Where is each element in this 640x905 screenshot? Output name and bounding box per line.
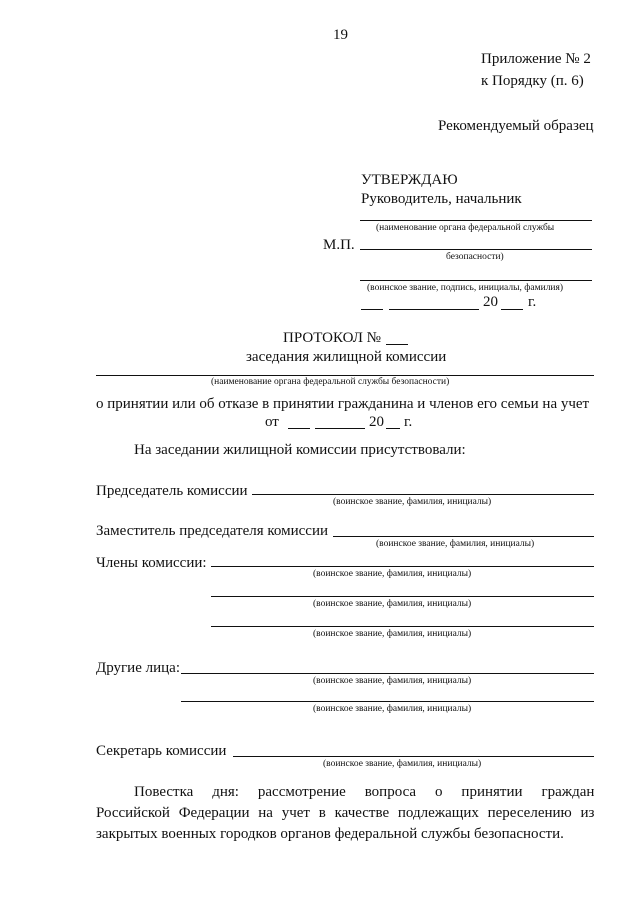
appendix-line-1: Приложение № 2 bbox=[481, 51, 591, 67]
protocol-subject: о принятии или об отказе в принятии гражданина и членов его семьи на учет bbox=[96, 396, 590, 412]
present-heading: На заседании жилищной комиссии присутствовали: bbox=[134, 442, 466, 458]
other-caption-1: (воинское звание, фамилия, инициалы) bbox=[313, 676, 472, 686]
other-line-2 bbox=[181, 701, 594, 702]
protocol-day-line bbox=[288, 428, 310, 429]
approve-year-line bbox=[501, 309, 523, 310]
member-line-2 bbox=[211, 596, 594, 597]
approve-day-line bbox=[361, 309, 383, 310]
protocol-title: ПРОТОКОЛ № bbox=[283, 330, 381, 346]
approve-year-prefix: 20 bbox=[483, 294, 498, 310]
approve-subtitle: Руководитель, начальник bbox=[361, 191, 522, 207]
member-line-3 bbox=[211, 626, 594, 627]
protocol-month-line bbox=[315, 428, 365, 429]
appendix-line-2: к Порядку (п. 6) bbox=[481, 73, 584, 89]
page-number: 19 bbox=[333, 27, 348, 43]
member-caption-1: (воинское звание, фамилия, инициалы) bbox=[313, 569, 472, 579]
agenda-paragraph bbox=[96, 782, 594, 845]
org-caption-2: безопасности) bbox=[446, 252, 504, 262]
other-caption-2: (воинское звание, фамилия, инициалы) bbox=[313, 704, 472, 714]
recommended-sample: Рекомендуемый образец bbox=[438, 118, 594, 134]
chairman-label: Председатель комиссии bbox=[96, 483, 248, 499]
protocol-date-from: от bbox=[265, 414, 279, 430]
org-caption-1: (наименование органа федеральной службы bbox=[376, 223, 555, 233]
protocol-year-prefix: 20 bbox=[369, 414, 384, 430]
org-name-line-1 bbox=[360, 220, 592, 221]
protocol-year-suffix: г. bbox=[404, 414, 413, 430]
secretary-label: Секретарь комиссии bbox=[96, 743, 227, 759]
agenda-line-3: закрытых военных городков органов федеральной службы безопасности. bbox=[96, 826, 564, 842]
stamp-mark: М.П. bbox=[323, 237, 355, 253]
member-line-1 bbox=[211, 566, 594, 567]
protocol-subtitle: заседания жилищной комиссии bbox=[246, 349, 447, 365]
others-label: Другие лица: bbox=[96, 660, 180, 676]
other-line-1 bbox=[181, 673, 594, 674]
secretary-line bbox=[233, 756, 594, 757]
secretary-caption: (воинское звание, фамилия, инициалы) bbox=[323, 759, 482, 769]
deputy-caption: (воинское звание, фамилия, инициалы) bbox=[376, 539, 535, 549]
signature-line bbox=[360, 280, 592, 281]
members-label: Члены комиссии: bbox=[96, 555, 207, 571]
protocol-year-line bbox=[386, 428, 400, 429]
agenda-line-1: Повестка дня: рассмотрение вопроса о принятии граждан bbox=[134, 784, 595, 800]
chairman-caption: (воинское звание, фамилия, инициалы) bbox=[333, 497, 492, 507]
member-caption-3: (воинское звание, фамилия, инициалы) bbox=[313, 629, 472, 639]
deputy-label: Заместитель председателя комиссии bbox=[96, 523, 329, 539]
protocol-org-line bbox=[96, 375, 594, 376]
chairman-line bbox=[252, 494, 594, 495]
approve-month-line bbox=[389, 309, 479, 310]
protocol-org-caption: (наименование органа федеральной службы безопасности) bbox=[211, 377, 450, 387]
agenda-line-2: Российской Федерации на учет в качестве подлежащих переселению из bbox=[96, 805, 595, 821]
org-name-line-2 bbox=[360, 249, 592, 250]
approve-year-suffix: г. bbox=[528, 294, 537, 310]
member-caption-2: (воинское звание, фамилия, инициалы) bbox=[313, 599, 472, 609]
protocol-number-line bbox=[386, 344, 408, 345]
approve-title: УТВЕРЖДАЮ bbox=[361, 172, 458, 188]
rank-caption: (воинское звание, подпись, инициалы, фамилия) bbox=[367, 283, 564, 293]
deputy-line bbox=[333, 536, 594, 537]
